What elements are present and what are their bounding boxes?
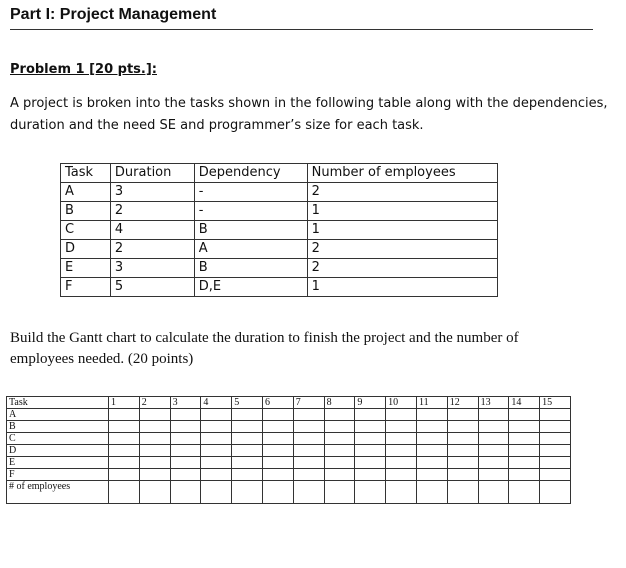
task-table-cell: 3 [110, 259, 194, 278]
gantt-employee-cell [293, 481, 324, 504]
gantt-cell [324, 409, 355, 421]
intro-text: A project is broken into the tasks shown in the following table along with the dependencies, duration and the need SE and programmer’s size for each task. [10, 96, 608, 133]
gantt-header-row [7, 397, 571, 409]
task-table-cell: 1 [307, 221, 497, 240]
gantt-employee-cell [509, 481, 540, 504]
task-table-header-row [61, 164, 498, 183]
gantt-cell [447, 409, 478, 421]
task-table-cell: 3 [110, 183, 194, 202]
gantt-cell [201, 457, 232, 469]
gantt-cell [355, 433, 386, 445]
gantt-cell [355, 421, 386, 433]
task-table-cell: D [61, 240, 111, 259]
gantt-cell [447, 457, 478, 469]
gantt-cell [262, 445, 293, 457]
gantt-employees-label: # of employees [7, 481, 109, 504]
gantt-cell [109, 445, 140, 457]
gantt-day-header: 11 [416, 397, 447, 409]
task-table-cell: 1 [307, 202, 497, 221]
gantt-employee-cell [324, 481, 355, 504]
gantt-task-label: F [7, 469, 109, 481]
gantt-day-header: 4 [201, 397, 232, 409]
task-table-row [61, 183, 498, 202]
gantt-cell [324, 421, 355, 433]
gantt-cell [447, 445, 478, 457]
gantt-cell [262, 469, 293, 481]
gantt-employee-cell [232, 481, 263, 504]
task-table-cell: B [194, 259, 307, 278]
task-table-cell: 2 [110, 202, 194, 221]
gantt-task-row [7, 433, 571, 445]
gantt-cell [324, 445, 355, 457]
problem-title: Problem 1 [20 pts.]: [10, 62, 157, 77]
gantt-cell [386, 433, 417, 445]
gantt-cell [386, 421, 417, 433]
gantt-cell [201, 421, 232, 433]
task-table-cell: A [194, 240, 307, 259]
gantt-cell [478, 457, 509, 469]
gantt-cell [201, 469, 232, 481]
part-title: Part I: Project Management [10, 6, 217, 23]
task-table-row [61, 278, 498, 297]
gantt-cell [170, 469, 201, 481]
gantt-cell [478, 469, 509, 481]
task-table-cell: 4 [110, 221, 194, 240]
gantt-cell [447, 433, 478, 445]
gantt-cell [386, 409, 417, 421]
gantt-cell [324, 469, 355, 481]
gantt-day-header: 7 [293, 397, 324, 409]
gantt-cell [416, 457, 447, 469]
gantt-task-label: D [7, 445, 109, 457]
gantt-cell [416, 445, 447, 457]
gantt-cell [416, 409, 447, 421]
gantt-task-row [7, 421, 571, 433]
gantt-cell [109, 409, 140, 421]
gantt-employee-cell [201, 481, 232, 504]
gantt-cell [447, 421, 478, 433]
gantt-cell [170, 409, 201, 421]
gantt-day-header: 12 [447, 397, 478, 409]
gantt-cell [170, 445, 201, 457]
gantt-cell [262, 433, 293, 445]
gantt-employee-cell [386, 481, 417, 504]
task-table-row [61, 240, 498, 259]
gantt-cell [355, 409, 386, 421]
gantt-employee-cell [139, 481, 170, 504]
gantt-employees-row [7, 481, 571, 504]
gantt-cell [293, 469, 324, 481]
gantt-cell [170, 457, 201, 469]
gantt-cell [447, 469, 478, 481]
gantt-cell [232, 469, 263, 481]
task-table-row [61, 202, 498, 221]
task-table-cell: - [194, 202, 307, 221]
gantt-day-header: 13 [478, 397, 509, 409]
gantt-cell [478, 433, 509, 445]
build-instruction: Build the Gantt chart to calculate the duration to finish the project and the number of employees needed. (20 points) [10, 330, 519, 367]
gantt-cell [416, 421, 447, 433]
gantt-chart-table [6, 396, 571, 504]
gantt-cell [540, 433, 571, 445]
gantt-cell [478, 421, 509, 433]
task-table-cell: A [61, 183, 111, 202]
gantt-cell [109, 469, 140, 481]
gantt-cell [232, 445, 263, 457]
gantt-cell [170, 421, 201, 433]
task-table-cell: C [61, 221, 111, 240]
gantt-cell [139, 469, 170, 481]
gantt-cell [386, 457, 417, 469]
gantt-cell [293, 445, 324, 457]
task-table-cell: - [194, 183, 307, 202]
gantt-cell [139, 409, 170, 421]
gantt-cell [201, 445, 232, 457]
task-table-cell: 2 [307, 183, 497, 202]
gantt-cell [355, 457, 386, 469]
gantt-cell [293, 421, 324, 433]
gantt-task-row [7, 469, 571, 481]
gantt-cell [293, 433, 324, 445]
gantt-cell [324, 457, 355, 469]
task-table-header-cell: Duration [110, 164, 194, 183]
task-table-header-cell: Task [61, 164, 111, 183]
gantt-task-row [7, 409, 571, 421]
gantt-cell [540, 445, 571, 457]
gantt-cell [109, 433, 140, 445]
gantt-cell [540, 469, 571, 481]
gantt-cell [355, 469, 386, 481]
gantt-cell [201, 433, 232, 445]
gantt-day-header: 2 [139, 397, 170, 409]
gantt-cell [478, 445, 509, 457]
gantt-cell [170, 433, 201, 445]
gantt-day-header: 3 [170, 397, 201, 409]
gantt-cell [355, 445, 386, 457]
gantt-employee-cell [447, 481, 478, 504]
gantt-cell [386, 445, 417, 457]
gantt-task-label: A [7, 409, 109, 421]
gantt-cell [109, 421, 140, 433]
task-table-cell: 2 [307, 259, 497, 278]
gantt-day-header: 6 [262, 397, 293, 409]
gantt-employee-cell [355, 481, 386, 504]
gantt-cell [509, 469, 540, 481]
gantt-cell [509, 457, 540, 469]
gantt-cell [540, 457, 571, 469]
gantt-day-header: 5 [232, 397, 263, 409]
gantt-cell [478, 409, 509, 421]
gantt-employee-cell [540, 481, 571, 504]
gantt-employee-cell [478, 481, 509, 504]
gantt-task-label: B [7, 421, 109, 433]
task-table-cell: 2 [307, 240, 497, 259]
gantt-cell [416, 433, 447, 445]
gantt-task-label: E [7, 457, 109, 469]
task-table-cell: F [61, 278, 111, 297]
task-table-cell: D,E [194, 278, 307, 297]
gantt-cell [540, 409, 571, 421]
gantt-cell [262, 457, 293, 469]
gantt-day-header: 14 [509, 397, 540, 409]
title-divider [10, 29, 593, 30]
task-table-cell: 1 [307, 278, 497, 297]
task-table-cell: E [61, 259, 111, 278]
gantt-cell [540, 421, 571, 433]
gantt-cell [293, 457, 324, 469]
gantt-employee-cell [109, 481, 140, 504]
gantt-cell [324, 433, 355, 445]
task-table-header-cell: Dependency [194, 164, 307, 183]
gantt-cell [262, 409, 293, 421]
gantt-cell [109, 457, 140, 469]
gantt-employee-cell [170, 481, 201, 504]
gantt-task-label: C [7, 433, 109, 445]
gantt-cell [509, 409, 540, 421]
gantt-day-header: 8 [324, 397, 355, 409]
gantt-cell [139, 421, 170, 433]
task-table-cell: 2 [110, 240, 194, 259]
task-table-row [61, 221, 498, 240]
gantt-cell [232, 433, 263, 445]
gantt-cell [201, 409, 232, 421]
gantt-task-header: Task [7, 397, 109, 409]
gantt-cell [262, 421, 293, 433]
task-table-cell: 5 [110, 278, 194, 297]
task-table-cell: B [61, 202, 111, 221]
gantt-employee-cell [416, 481, 447, 504]
gantt-cell [509, 445, 540, 457]
gantt-day-header: 1 [109, 397, 140, 409]
gantt-cell [232, 409, 263, 421]
task-table [60, 163, 498, 297]
gantt-cell [139, 457, 170, 469]
task-table-cell: B [194, 221, 307, 240]
gantt-cell [232, 421, 263, 433]
gantt-cell [509, 433, 540, 445]
gantt-task-row [7, 457, 571, 469]
gantt-cell [232, 457, 263, 469]
gantt-cell [416, 469, 447, 481]
gantt-employee-cell [262, 481, 293, 504]
task-table-row [61, 259, 498, 278]
gantt-cell [293, 409, 324, 421]
gantt-task-row [7, 445, 571, 457]
gantt-cell [139, 433, 170, 445]
gantt-day-header: 10 [386, 397, 417, 409]
gantt-day-header: 9 [355, 397, 386, 409]
gantt-cell [386, 469, 417, 481]
gantt-day-header: 15 [540, 397, 571, 409]
task-table-header-cell: Number of employees [307, 164, 497, 183]
gantt-cell [139, 445, 170, 457]
gantt-cell [509, 421, 540, 433]
